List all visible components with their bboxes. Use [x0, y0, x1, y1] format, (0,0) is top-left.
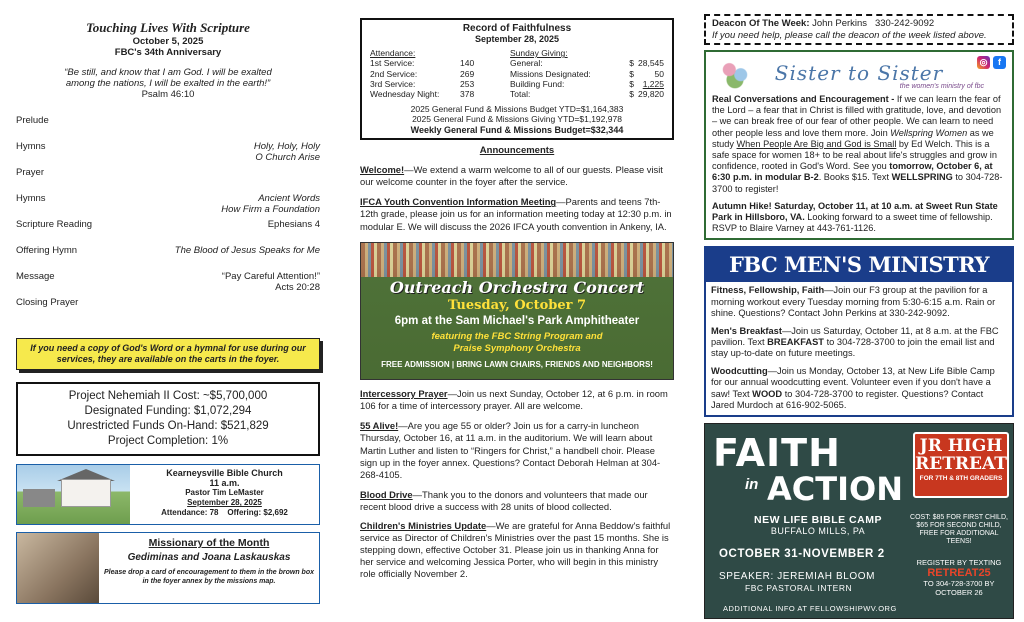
order-value: The Blood of Jesus Speaks for Me: [174, 245, 320, 256]
hike-paragraph: Autumn Hike! Saturday, October 11, at 10 a.m. at Sweet Run State Park in Hillsboro, VA. Looking forward to a sweet time of fellowship. RSVP to Blaire Varney at 443-761-1126.: [712, 200, 998, 234]
order-row: [16, 220, 320, 246]
missionary-note: Please drop a card of encouragement to them in the brown box in the foyer annex by the missions map.: [103, 569, 315, 585]
jr-high-sub: FOR 7TH & 8TH GRADERS: [919, 474, 1003, 482]
verse: “Be still, and know that I am God. I will be exalted among the nations, I will be exalted in the earth!”: [64, 67, 272, 89]
attendance-row: Wednesday Night: 378: [370, 89, 475, 100]
order-row: [16, 168, 320, 194]
order-label: Closing Prayer: [16, 297, 79, 308]
jr-high-title: JR HIGH RETREAT: [915, 435, 1007, 474]
order-row: [16, 298, 320, 324]
bulletin-date: October 5, 2025: [132, 36, 204, 47]
info-url: ADDITIONAL INFO AT FELLOWSHIPWV.ORG: [723, 603, 897, 613]
kbc-name: Kearneysville Bible Church: [166, 468, 283, 478]
nehemiah-box: [16, 382, 320, 456]
welcome-announcement: Welcome!—We extend a warm welcome to all of our guests. Please visit our welcome counter in the foyer after the service.: [360, 163, 663, 188]
mens-ministry-box: [704, 246, 1014, 416]
giving-ytd: 2025 General Fund & Missions Giving YTD=$1,192,978: [412, 114, 622, 125]
order-label: Prayer: [16, 167, 44, 178]
church-photo: [17, 465, 130, 524]
sister-logo: [712, 54, 1006, 94]
deacon-note: If you need help, please call the deacon of the week listed above.: [712, 29, 987, 41]
order-value: Ancient Words How Firm a Foundation: [221, 193, 320, 215]
ifca-announcement: IFCA Youth Convention Information Meeting—Parents and teens 7th-12th grade, please join us for an information meeting today at 12:30 p.m. in modular E. We will discuss the 2026 IFCA youth convention in Ankeny, IA.: [360, 196, 672, 232]
fitness-paragraph: Fitness, Fellowship, Faith—Join our F3 group at the pavilion for a morning workout every Tuesday morning from 5:30-6:15 a.m. Rain or shine. Questions? Contact John Perkins at 330-242-9092.: [711, 285, 996, 319]
record-of-faithfulness: [360, 18, 674, 140]
announcements-heading: Announcements: [479, 144, 555, 156]
weekly-budget: Weekly General Fund & Missions Budget=$32,344: [410, 124, 624, 135]
registration: REGISTER BY TEXTING RETREAT25 TO 304-728-3700 BY OCTOBER 26: [909, 558, 1009, 597]
order-row: [16, 142, 320, 168]
giving-list: [510, 48, 664, 99]
nehemiah-funding: Designated Funding: $1,072,294: [84, 405, 252, 417]
kbc-time: 11 a.m.: [209, 478, 240, 488]
concert-title: Outreach Orchestra Concert: [389, 277, 645, 297]
concert-date: Tuesday, October 7: [447, 297, 587, 313]
jr-high-badge: [913, 432, 1009, 498]
wellspring-paragraph: Real Conversations and Encouragement - If we can learn the fear of the Lord – a fear that in Christ is filled with gratitude, love, and devotion – we can break free of our fear of other people. We can learn to need other people less and love them more. Join Wellspring Women as we study When People Are Big and God is Small by Ed Welch. This is a safe space for women 18+ to be real about life's struggles and grow in confidence, rooted in God's Word. See you tomorrow, October 6, at 6:30 p.m. in modular B-2. Books $15. Text WELLSPRING to 304-728-3700 to register!: [712, 94, 1003, 194]
middle-column: [360, 0, 674, 622]
bulletin-title: Touching Lives With Scripture: [86, 20, 250, 35]
order-label: Message: [16, 271, 55, 282]
crowd-photo: [361, 243, 673, 277]
left-column: [16, 0, 320, 622]
budget-ytd: 2025 General Fund & Missions Budget YTD=$1,164,383: [410, 104, 624, 115]
order-row: [16, 246, 320, 272]
order-label: Offering Hymn: [16, 245, 78, 256]
missionary-box: [16, 532, 320, 604]
giving-row: Missions Designated: $ 50: [510, 68, 664, 79]
record-date: September 28, 2025: [474, 34, 560, 44]
facebook-icon[interactable]: f: [993, 56, 1006, 69]
retreat-dates: OCTOBER 31-NOVEMBER 2: [719, 547, 885, 560]
giving-row: General: $ 28,545: [510, 58, 664, 69]
faith-word: FAITH: [713, 430, 841, 475]
order-value: Holy, Holy, Holy O Church Arise: [253, 141, 320, 163]
nehemiah-unrestricted: Unrestricted Funds On-Hand: $521,829: [67, 420, 269, 432]
deacon-box: [704, 14, 1014, 45]
attendance-row: 2nd Service: 269: [370, 68, 475, 79]
speaker: SPEAKER: JEREMIAH BLOOM: [719, 570, 876, 582]
sister-to-sister-box: [704, 50, 1014, 240]
attendance-row: 1st Service: 140: [370, 58, 475, 69]
order-value: “Pay Careful Attention!” Acts 20:28: [221, 271, 320, 293]
nehemiah-completion: Project Completion: 1%: [107, 435, 229, 447]
mens-ministry-title: FBC MEN'S MINISTRY: [706, 248, 1012, 282]
order-label: Scripture Reading: [16, 219, 93, 230]
kbc-pastor: Pastor Tim LeMaster: [185, 488, 264, 497]
action-word: ACTION: [767, 469, 903, 508]
blood-drive-announcement: Blood Drive—Thank you to the donors and volunteers that made our recent blood drive a success with 28 units of blood collected.: [360, 489, 648, 513]
missionary-names: Gediminas and Joana Laskauskas: [127, 552, 291, 563]
verse-ref: Psalm 46:10: [141, 89, 195, 100]
order-label: Hymns: [16, 141, 46, 152]
kbc-date: September 28, 2025: [187, 498, 262, 507]
sister-logo-subtitle: the women's ministry of fbc: [899, 82, 984, 90]
attendance-row: 3rd Service: 253: [370, 78, 475, 89]
attendance-label: Attendance:: [370, 48, 416, 59]
giving-label: Sunday Giving:: [510, 48, 568, 59]
alive-announcement: 55 Alive!—Are you age 55 or older? Join us for a carry-in luncheon Thursday, October 16, at 11 a.m. in the auditorium. We will learn about Martin Luther and listen to “Ringers for Christ,” a handbell choir. Please sign up in the foyer annex. Questions? Contact Deborah Helman at 304-268-4105.: [360, 420, 661, 481]
concert-featuring: featuring the FBC String Program and Praise Symphony Orchestra: [431, 330, 603, 354]
concert-flyer: [360, 242, 674, 380]
right-column: [704, 0, 1014, 622]
kbc-stats: Attendance: 78 Offering: $2,692: [161, 508, 288, 517]
order-label: Prelude: [16, 115, 49, 126]
breakfast-paragraph: Men's Breakfast—Join us Saturday, October 11, at 8 a.m. at the FBC pavilion. Text BREAKFAST to 304-728-3700 to join the email list and stay up-to-date on future meetings.: [711, 325, 999, 359]
giving-row: Building Fund: $ 1,225: [510, 78, 664, 89]
attendance-list: [370, 48, 510, 99]
deacon-name: John Perkins: [812, 18, 868, 29]
sister-logo-title: Sister to Sister: [774, 61, 944, 86]
concert-admission: FREE ADMISSION | BRING LAWN CHAIRS, FRIENDS AND NEIGHBORS!: [381, 359, 653, 369]
intercessory-announcement: Intercessory Prayer—Join us next Sunday, October 12, at 6 p.m. in room 106 for a time of intercessory prayer. All are welcome.: [360, 387, 668, 412]
concert-location: 6pm at the Sam Michael's Park Amphitheater: [394, 314, 640, 327]
bible-note: If you need a copy of God's Word or a hymnal for use during our services, they are available on the carts in the foyer.: [16, 338, 320, 370]
speaker-role: FBC PASTORAL INTERN: [745, 582, 853, 593]
missionary-photo: [17, 533, 99, 603]
order-value: Ephesians 4: [267, 219, 320, 230]
deacon-phone: 330-242-9092: [874, 18, 935, 29]
record-title: Record of Faithfulness: [462, 23, 572, 34]
giving-row: Total: $ 29,820: [510, 89, 664, 100]
order-row: [16, 272, 320, 298]
anniversary: FBC's 34th Anniversary: [114, 47, 222, 58]
retreat-cost: COST: $85 FOR FIRST CHILD, $65 FOR SECOND CHILD, FREE FOR ADDITIONAL TEENS!: [910, 513, 1008, 546]
faith-in-action-flyer: [704, 423, 1014, 619]
order-of-service: [16, 116, 320, 324]
kbc-info: [130, 465, 319, 524]
deacon-label: Deacon Of The Week:: [712, 18, 810, 29]
camp-name: NEW LIFE BIBLE CAMP: [754, 513, 882, 526]
missionary-title: Missionary of the Month: [148, 537, 270, 549]
order-row: [16, 116, 320, 142]
instagram-icon[interactable]: ◎: [977, 56, 990, 69]
registration-code: RETREAT25: [927, 566, 991, 579]
order-row: [16, 194, 320, 220]
childrens-announcement: Children's Ministries Update—We are grateful for Anna Beddow's faithful service as Director of Children's Ministries over the past 15 months. She is stepping down, effective October 31. Please join us in thanking Anna for her service and welcoming Jessica Porter, who will begin in this ministry role officially November 2.: [360, 519, 671, 580]
order-label: Hymns: [16, 193, 46, 204]
nehemiah-cost: Project Nehemiah II Cost: ~$5,700,000: [68, 390, 268, 402]
in-word: in: [745, 475, 759, 493]
woodcutting-paragraph: Woodcutting—Join us Monday, October 13, at New Life Bible Camp for our annual woodcutting event. Volunteer even if you don't have a saw! Text WOOD to 304-728-3700 to register. Questions? Contact Jared Murdoch at 616-902-5065.: [711, 365, 995, 411]
camp-location: BUFFALO MILLS, PA: [770, 525, 866, 536]
flower-icon: [716, 56, 754, 90]
kbc-box: [16, 464, 320, 525]
